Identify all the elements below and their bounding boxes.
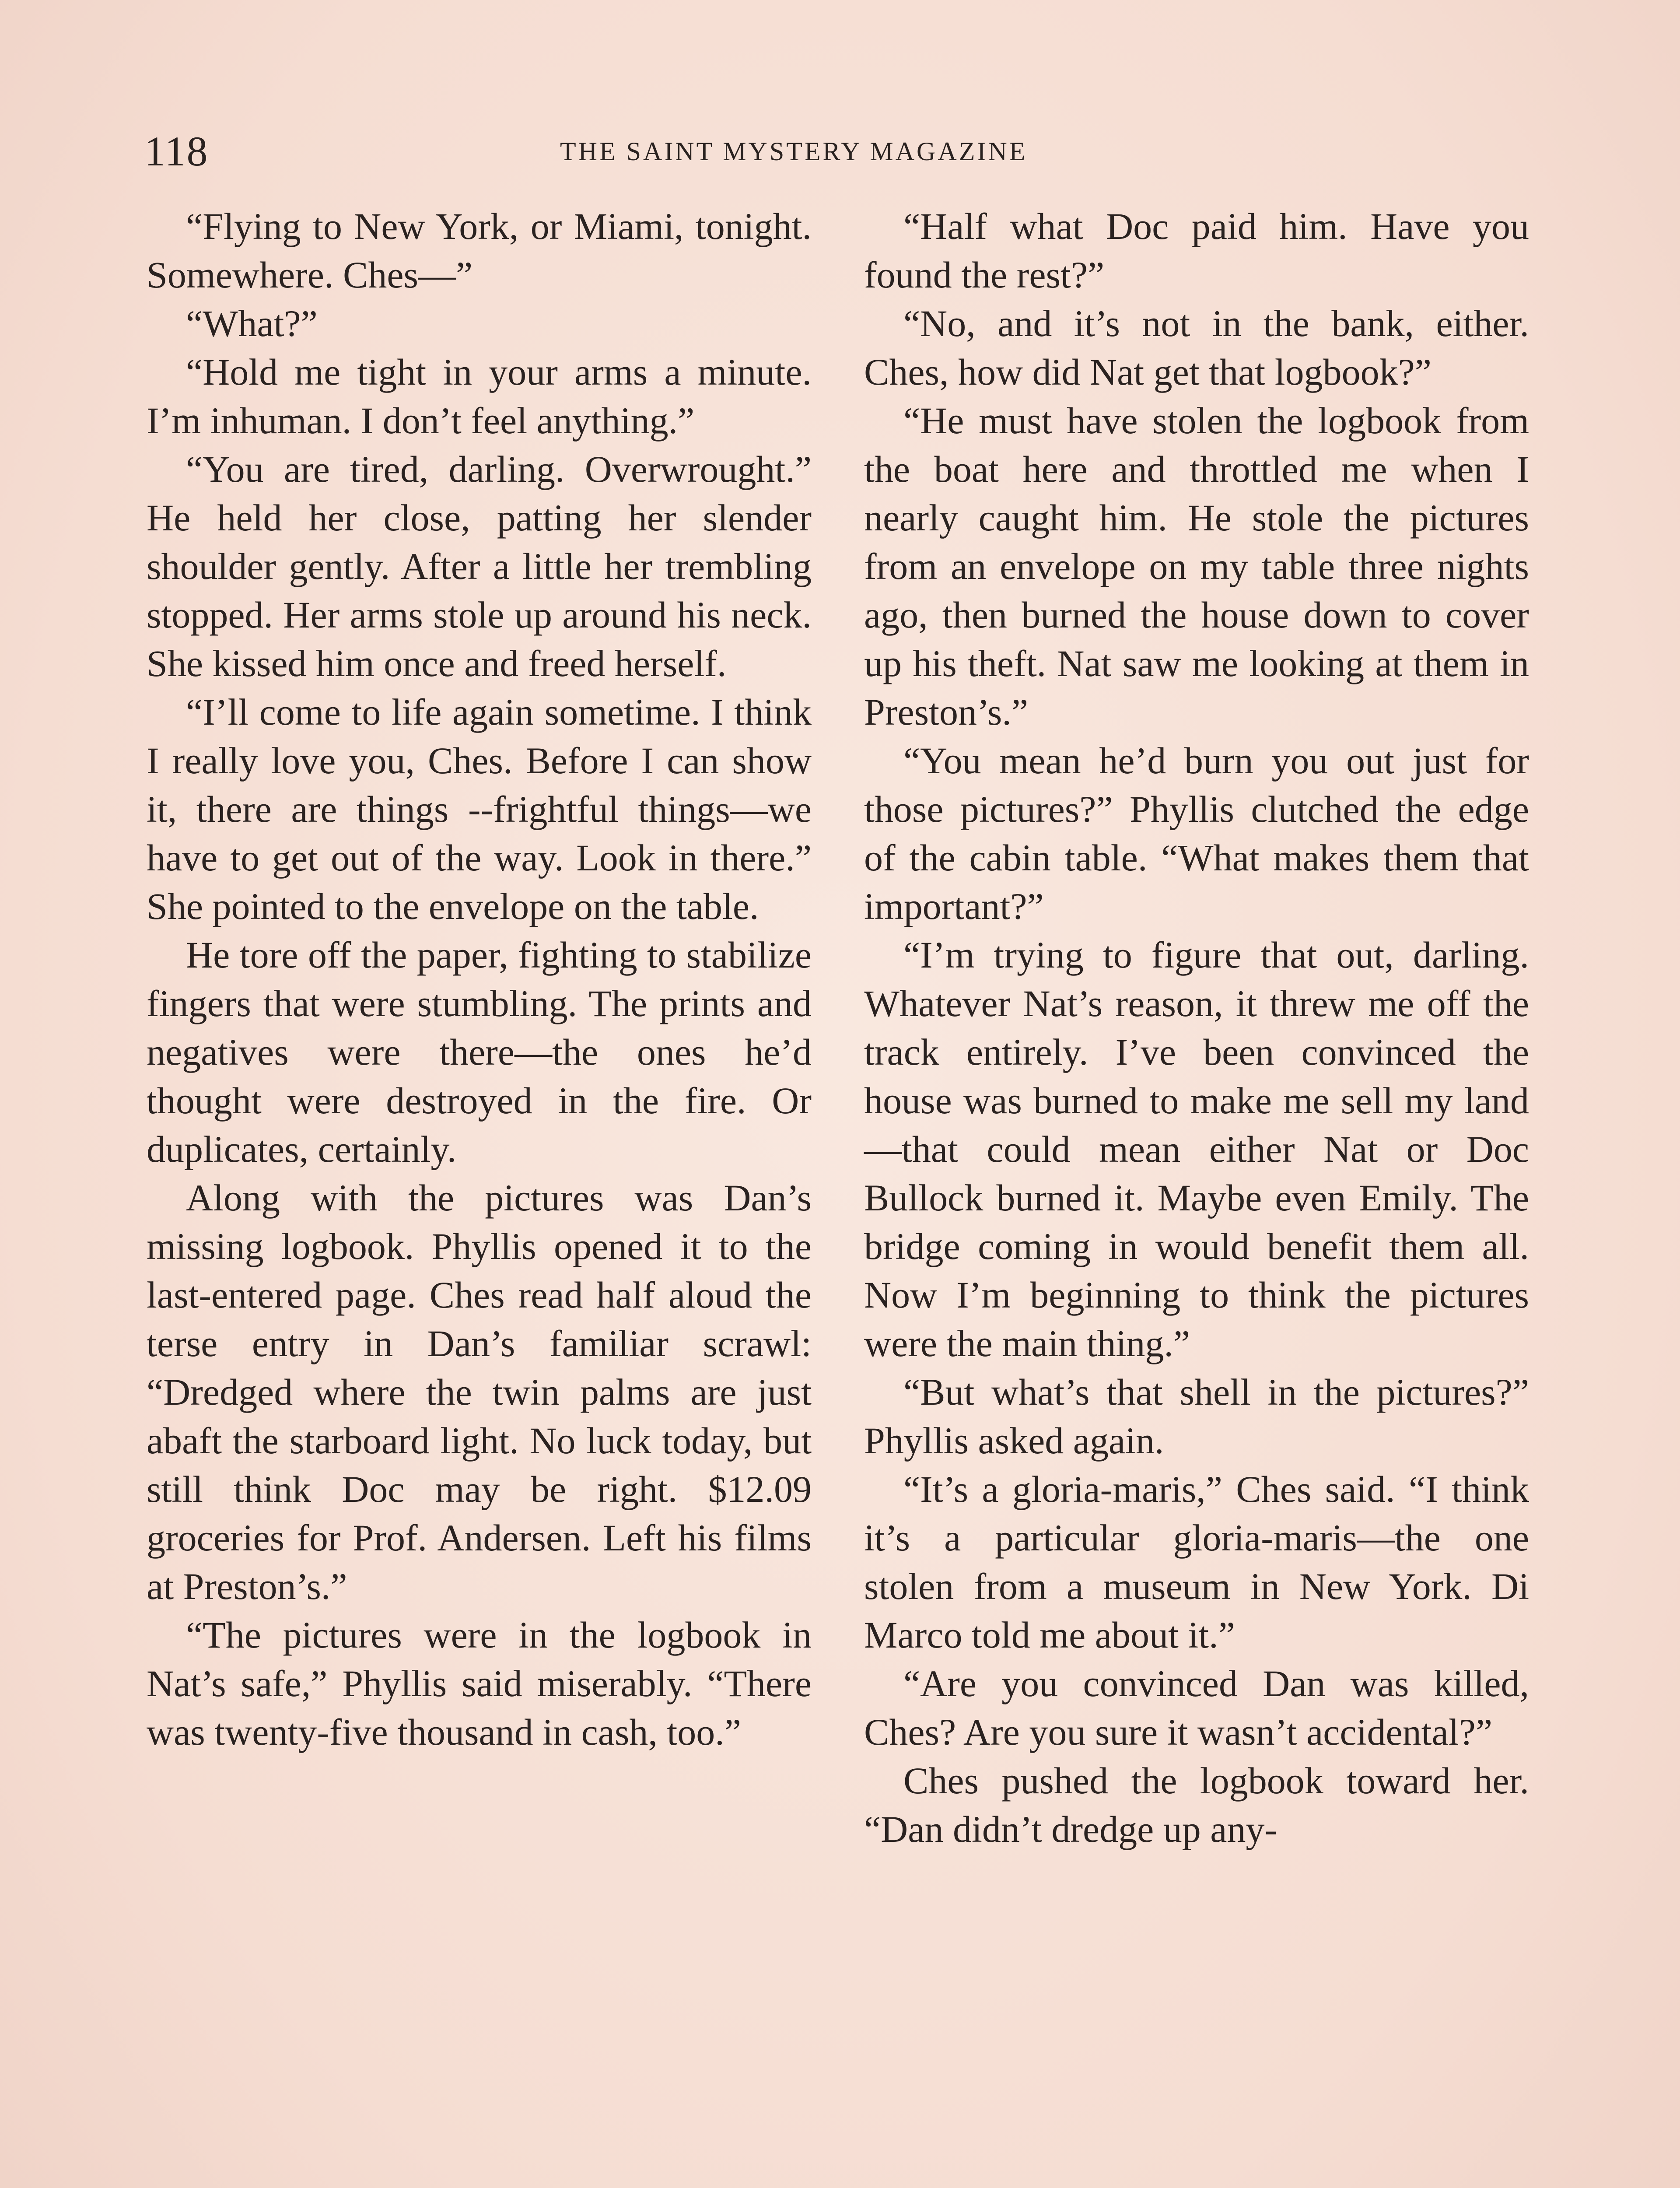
paragraph: Ches pushed the logbook toward her. “Dan didn’t dredge up any-	[864, 1760, 1529, 1850]
paragraph: “The pictures were in the logbook in Nat’s safe,” Phyllis said miserably. “There was twenty-five thousand in cash, too.”	[147, 1614, 812, 1753]
paragraph: “What?”	[186, 302, 318, 344]
paragraph: He tore off the paper, fighting to stabilize fingers that were stumbling. The prints and negatives were there—the ones he’d thought were destroyed in the fire. Or duplicates, certainly.	[147, 934, 812, 1170]
right-column	[864, 202, 1529, 1854]
paragraph: “But what’s that shell in the pictures?” Phyllis asked again.	[864, 1371, 1529, 1462]
paragraph: “You are tired, darling. Overwrought.” He held her close, patting her slender shoulder gently. After a little her trembling stopped. Her arms stole up around his neck. She kissed him once and freed herself.	[147, 448, 812, 684]
paragraph: “He must have stolen the logbook from the boat here and throttled me when I nearly caught him. He stole the pictures from an envelope on my table three nights ago, then burned the house down to cover up his theft. Nat saw me looking at them in Preston’s.”	[864, 400, 1529, 733]
paragraph: Along with the pictures was Dan’s missing logbook. Phyllis opened it to the last-entered page. Ches read half aloud the terse entry in Dan’s familiar scrawl: “Dredged where the twin palms are just abaft the starboard light. No luck today, but still think Doc may be right. $12.09 groceries for Prof. Andersen. Left his films at Preston’s.”	[147, 1177, 812, 1607]
paragraph: “It’s a gloria-maris,” Ches said. “I think it’s a particular gloria-maris—the one stolen from a museum in New York. Di Marco told me about it.”	[864, 1468, 1529, 1656]
paragraph: “You mean he’d burn you out just for those pictures?” Phyllis clutched the edge of the cabin table. “What makes them that important?”	[864, 740, 1529, 927]
page-number: 118	[144, 128, 209, 175]
paragraph: “Are you convinced Dan was killed, Ches? Are you sure it wasn’t accidental?”	[864, 1662, 1529, 1753]
paragraph: “Hold me tight in your arms a minute. I’m inhuman. I don’t feel anything.”	[147, 351, 812, 442]
paragraph: “Flying to New York, or Miami, tonight. Somewhere. Ches—”	[147, 205, 812, 296]
paragraph: “I’ll come to life again sometime. I think I really love you, Ches. Before I can show it, there are things --frightful things—we have to get out of the way. Look in there.” She pointed to the envelope on the table.	[147, 691, 812, 927]
paragraph: “I’m trying to figure that out, darling. Whatever Nat’s reason, it threw me off the track entirely. I’ve been convinced the house was burned to make me sell my land—that could mean either Nat or Doc Bullock burned it. Maybe even Emily. The bridge coming in would benefit them all. Now I’m beginning to think the pictures were the main thing.”	[864, 934, 1529, 1364]
left-column	[147, 202, 812, 1757]
running-head: THE SAINT MYSTERY MAGAZINE	[560, 137, 1028, 166]
paragraph: “No, and it’s not in the bank, either. Ches, how did Nat get that logbook?”	[864, 302, 1529, 393]
paragraph: “Half what Doc paid him. Have you found the rest?”	[864, 205, 1529, 296]
